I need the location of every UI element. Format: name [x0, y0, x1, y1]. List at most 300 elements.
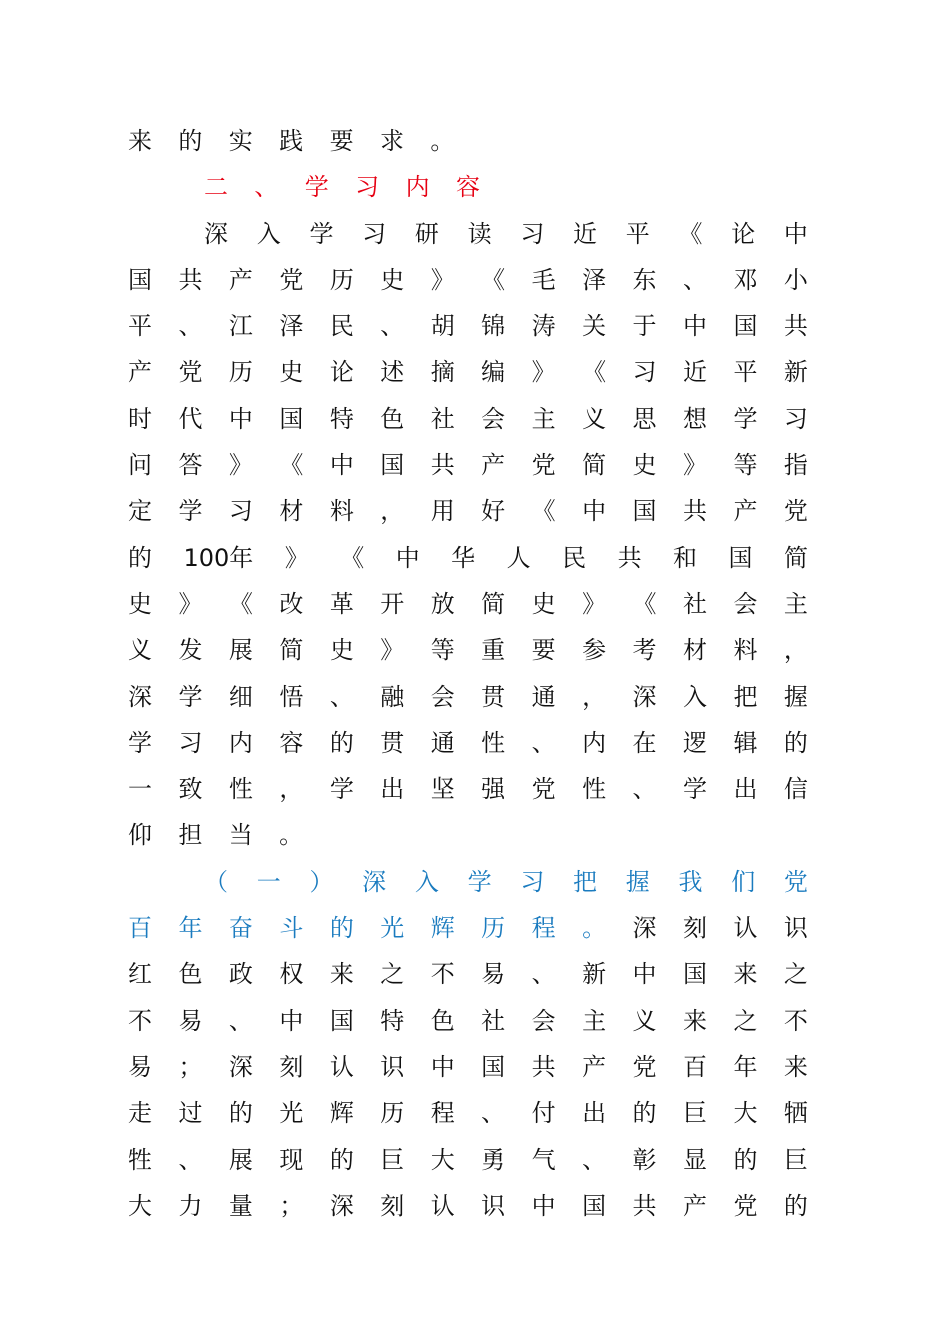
glyph: 认: [733, 914, 758, 943]
glyph: 的: [128, 543, 152, 572]
text-line: [128, 488, 808, 534]
text-line: [128, 812, 808, 858]
glyph: 当: [228, 821, 253, 850]
glyph: 、: [632, 775, 657, 804]
glyph: 国: [481, 1052, 506, 1081]
glyph: 学: [128, 728, 152, 757]
glyph: 逻: [682, 728, 707, 757]
glyph: 的: [329, 728, 354, 757]
glyph: 习: [520, 219, 545, 248]
glyph: 的: [178, 127, 203, 155]
glyph: 学: [309, 219, 334, 248]
glyph: 辉: [329, 1099, 354, 1128]
glyph: 巨: [380, 1145, 405, 1174]
glyph: 党: [733, 1191, 758, 1220]
glyph: 信: [783, 775, 808, 804]
glyph: 思: [632, 404, 657, 433]
glyph: 共: [632, 1191, 657, 1220]
glyph: 强: [481, 775, 506, 804]
glyph: 色: [430, 1006, 455, 1035]
glyph: 力: [178, 1191, 203, 1220]
glyph: 涛: [531, 312, 556, 341]
glyph: 党: [178, 358, 203, 387]
glyph: 国: [329, 1006, 354, 1035]
glyph: 中: [228, 404, 253, 433]
glyph: 史: [632, 451, 657, 480]
glyph: 走: [128, 1099, 152, 1128]
glyph: 社: [430, 404, 455, 433]
glyph: 求: [379, 127, 404, 155]
glyph: 》: [582, 589, 607, 618]
glyph: 料: [733, 636, 758, 665]
glyph: 义: [582, 404, 607, 433]
glyph: 平: [128, 312, 152, 341]
glyph: 识: [783, 914, 808, 943]
glyph: 新: [783, 358, 808, 387]
glyph: 色: [178, 960, 203, 989]
glyph: 入: [682, 682, 707, 711]
glyph: 勇: [481, 1145, 506, 1174]
glyph: 践: [279, 127, 304, 155]
glyph: 牺: [783, 1099, 808, 1128]
glyph: 》: [178, 589, 203, 618]
glyph: 付: [531, 1099, 556, 1128]
glyph: 代: [178, 404, 203, 433]
glyph: 奋: [228, 914, 253, 943]
glyph: 义: [632, 1006, 657, 1035]
glyph: 来: [128, 127, 152, 155]
glyph: 学: [682, 775, 707, 804]
glyph: 斗: [279, 914, 304, 943]
glyph: 会: [430, 682, 455, 711]
glyph: 材: [682, 636, 707, 665]
glyph: 年: [733, 1052, 758, 1081]
glyph: 产: [682, 1191, 707, 1220]
glyph: 胡: [430, 312, 455, 341]
glyph: 《: [531, 497, 556, 526]
glyph: 社: [682, 589, 707, 618]
glyph: 党: [531, 451, 556, 480]
glyph: 深: [204, 219, 228, 248]
glyph: 共: [617, 543, 642, 572]
glyph: 摘: [430, 358, 455, 387]
glyph: 平: [625, 219, 650, 248]
glyph: 国: [632, 497, 657, 526]
glyph: 入: [256, 219, 281, 248]
glyph: 关: [582, 312, 607, 341]
glyph: 材: [279, 497, 304, 526]
glyph: 》: [284, 543, 309, 572]
glyph: 之: [380, 960, 405, 989]
glyph: 学: [733, 404, 758, 433]
glyph: 贯: [380, 728, 405, 757]
glyph: 社: [481, 1006, 506, 1035]
glyph: 中: [279, 1006, 304, 1035]
glyph: 巨: [682, 1099, 707, 1128]
glyph: 近: [682, 358, 707, 387]
glyph: 历: [228, 358, 253, 387]
glyph: 深: [228, 1052, 253, 1081]
glyph: 用: [430, 497, 455, 526]
glyph: 邓: [733, 265, 758, 294]
glyph: 把: [573, 867, 598, 896]
glyph: 中: [783, 219, 808, 248]
glyph: 百: [682, 1052, 707, 1081]
glyph: 程: [531, 914, 556, 943]
glyph: 辑: [733, 728, 758, 757]
glyph: 习: [178, 728, 203, 757]
glyph: 》: [380, 636, 405, 665]
glyph: 国: [279, 404, 304, 433]
glyph: 、: [329, 682, 354, 711]
glyph: 刻: [682, 914, 707, 943]
glyph: 性: [228, 775, 253, 804]
glyph: 100年: [183, 543, 254, 572]
glyph: 中: [531, 1191, 556, 1220]
glyph: 《: [582, 358, 607, 387]
glyph: 国: [728, 543, 753, 572]
glyph: ；: [178, 1052, 203, 1081]
glyph: 产: [733, 497, 758, 526]
glyph: 共: [682, 497, 707, 526]
glyph: 史: [531, 589, 556, 618]
glyph: 论: [329, 358, 354, 387]
glyph: 不: [783, 1006, 808, 1035]
glyph: 百: [128, 914, 152, 943]
glyph: 、: [254, 173, 279, 202]
glyph: 大: [430, 1145, 455, 1174]
glyph: 民: [329, 312, 354, 341]
document-body: [128, 118, 808, 1229]
text-line: [128, 951, 808, 997]
glyph: 重: [481, 636, 506, 665]
glyph: 过: [178, 1099, 203, 1128]
glyph: 想: [682, 404, 707, 433]
glyph: ，: [582, 682, 607, 711]
glyph: 习: [228, 497, 253, 526]
glyph: 大: [733, 1099, 758, 1128]
glyph: 简: [783, 543, 808, 572]
glyph: 一: [256, 867, 281, 896]
glyph: 主: [783, 589, 808, 618]
text-line: [128, 535, 808, 581]
glyph: ）: [309, 867, 334, 896]
text-line: [128, 1137, 808, 1183]
text-line: [128, 1044, 808, 1090]
glyph: 学: [467, 867, 492, 896]
glyph: 易: [128, 1052, 152, 1081]
glyph: ，: [380, 497, 405, 526]
text-line: [128, 1183, 808, 1229]
glyph: 党: [632, 1052, 657, 1081]
glyph: 问: [128, 451, 152, 480]
glyph: 、: [380, 312, 405, 341]
glyph: 主: [531, 404, 556, 433]
glyph: 新: [582, 960, 607, 989]
glyph: 握: [625, 867, 650, 896]
glyph: 泽: [279, 312, 304, 341]
glyph: 深: [128, 682, 152, 711]
glyph: 国: [582, 1191, 607, 1220]
glyph: 光: [380, 914, 405, 943]
glyph: 实: [228, 127, 253, 155]
glyph: 历: [329, 265, 354, 294]
glyph: 大: [128, 1191, 152, 1220]
glyph: 简: [279, 636, 304, 665]
glyph: 、: [582, 1145, 607, 1174]
glyph: 、: [531, 960, 556, 989]
glyph: 不: [430, 960, 455, 989]
glyph: 仰: [128, 821, 152, 850]
glyph: 权: [279, 960, 304, 989]
glyph: 贯: [481, 682, 506, 711]
glyph: 习: [355, 173, 380, 202]
glyph: 、: [178, 312, 203, 341]
glyph: 共: [430, 451, 455, 480]
glyph: 我: [678, 867, 703, 896]
glyph: 、: [228, 1006, 253, 1035]
glyph: 产: [582, 1052, 607, 1081]
glyph: 于: [632, 312, 657, 341]
glyph: 红: [128, 960, 152, 989]
glyph: 共: [783, 312, 808, 341]
glyph: 研: [414, 219, 439, 248]
glyph: 的: [783, 728, 808, 757]
glyph: 担: [178, 821, 203, 850]
glyph: 党: [783, 867, 808, 896]
glyph: 和: [673, 543, 698, 572]
glyph: 的: [733, 1145, 758, 1174]
glyph: 牲: [128, 1145, 152, 1174]
glyph: 民: [562, 543, 587, 572]
glyph: 展: [228, 1145, 253, 1174]
glyph: 性: [582, 775, 607, 804]
glyph: ，: [279, 775, 304, 804]
glyph: 述: [380, 358, 405, 387]
glyph: 内: [582, 728, 607, 757]
glyph: 参: [582, 636, 607, 665]
glyph: 握: [783, 682, 808, 711]
glyph: 易: [481, 960, 506, 989]
text-line: [128, 211, 808, 257]
glyph: 《: [340, 543, 365, 572]
glyph: 改: [279, 589, 304, 618]
glyph: 》: [531, 358, 556, 387]
glyph: 展: [228, 636, 253, 665]
glyph: 等: [733, 451, 758, 480]
glyph: 内: [405, 173, 430, 202]
glyph: 入: [414, 867, 439, 896]
glyph: 深: [632, 682, 657, 711]
glyph: 来: [329, 960, 354, 989]
glyph: 国: [682, 960, 707, 989]
glyph: 学: [178, 497, 203, 526]
glyph: 学: [329, 775, 354, 804]
glyph: 不: [128, 1006, 152, 1035]
glyph: 致: [178, 775, 203, 804]
glyph: 放: [430, 589, 455, 618]
glyph: 《: [632, 589, 657, 618]
glyph: 容: [279, 728, 304, 757]
glyph: 细: [228, 682, 253, 711]
glyph: 答: [178, 451, 203, 480]
glyph: 容: [455, 173, 480, 202]
glyph: 东: [632, 265, 657, 294]
glyph: 中: [395, 543, 420, 572]
glyph: 锦: [481, 312, 506, 341]
glyph: 的: [329, 914, 354, 943]
glyph: 读: [467, 219, 492, 248]
glyph: 习: [362, 219, 387, 248]
glyph: 近: [573, 219, 598, 248]
text-line: [128, 257, 808, 303]
glyph: 坚: [430, 775, 455, 804]
glyph: 中: [632, 960, 657, 989]
glyph: 、: [682, 265, 707, 294]
glyph: 共: [178, 265, 203, 294]
glyph: 深: [632, 914, 657, 943]
glyph: 史: [380, 265, 405, 294]
glyph: 党: [279, 265, 304, 294]
glyph: ，: [783, 636, 808, 665]
glyph: 开: [380, 589, 405, 618]
glyph: 人: [506, 543, 531, 572]
glyph: 程: [430, 1099, 455, 1128]
glyph: 光: [279, 1099, 304, 1128]
text-line: [128, 118, 808, 164]
glyph: 认: [329, 1052, 354, 1081]
glyph: 中: [430, 1052, 455, 1081]
glyph: 。: [279, 821, 304, 850]
glyph: 量: [228, 1191, 253, 1220]
glyph: 习: [520, 867, 545, 896]
glyph: 主: [582, 1006, 607, 1035]
glyph: 来: [733, 960, 758, 989]
glyph: 的: [228, 1099, 253, 1128]
glyph: 党: [531, 775, 556, 804]
glyph: 的: [329, 1145, 354, 1174]
glyph: ；: [279, 1191, 304, 1220]
glyph: 深: [329, 1191, 354, 1220]
glyph: 史: [329, 636, 354, 665]
text-line: [128, 349, 808, 395]
glyph: 国: [128, 265, 152, 294]
glyph: 历: [380, 1099, 405, 1128]
glyph: 考: [632, 636, 657, 665]
glyph: 习: [783, 404, 808, 433]
glyph: 彰: [632, 1145, 657, 1174]
glyph: 指: [783, 451, 808, 480]
glyph: 的: [783, 1191, 808, 1220]
glyph: 《: [481, 265, 506, 294]
glyph: 出: [380, 775, 405, 804]
glyph: 之: [783, 960, 808, 989]
glyph: 发: [178, 636, 203, 665]
glyph: 一: [128, 775, 152, 804]
glyph: 。: [582, 914, 607, 943]
glyph: 时: [128, 404, 152, 433]
glyph: 性: [481, 728, 506, 757]
text-line: [128, 905, 808, 951]
text-line: [128, 998, 808, 1044]
text-line: [128, 303, 808, 349]
glyph: 国: [733, 312, 758, 341]
glyph: 江: [228, 312, 253, 341]
glyph: 刻: [279, 1052, 304, 1081]
glyph: 认: [430, 1191, 455, 1220]
glyph: 来: [682, 1006, 707, 1035]
glyph: 历: [481, 914, 506, 943]
text-line: [128, 627, 808, 673]
glyph: 论: [731, 219, 756, 248]
glyph: 义: [128, 636, 152, 665]
glyph: 》: [430, 265, 455, 294]
text-line: [128, 164, 808, 210]
glyph: 、: [531, 728, 556, 757]
glyph: 要: [329, 127, 354, 155]
glyph: 特: [329, 404, 354, 433]
glyph: 会: [531, 1006, 556, 1035]
glyph: 通: [531, 682, 556, 711]
glyph: 毛: [531, 265, 556, 294]
glyph: 把: [733, 682, 758, 711]
glyph: 二: [204, 173, 228, 202]
glyph: 产: [481, 451, 506, 480]
text-line: [128, 396, 808, 442]
glyph: 、: [481, 1099, 506, 1128]
glyph: 《: [228, 589, 253, 618]
glyph: 小: [783, 265, 808, 294]
glyph: 色: [380, 404, 405, 433]
text-line: [128, 720, 808, 766]
text-line: [128, 859, 808, 905]
glyph: 巨: [783, 1145, 808, 1174]
glyph: 平: [733, 358, 758, 387]
glyph: 学: [178, 682, 203, 711]
glyph: 辉: [430, 914, 455, 943]
glyph: 中: [682, 312, 707, 341]
glyph: 特: [380, 1006, 405, 1035]
glyph: 简: [582, 451, 607, 480]
glyph: 简: [481, 589, 506, 618]
glyph: 通: [430, 728, 455, 757]
glyph: 的: [632, 1099, 657, 1128]
glyph: （: [204, 867, 228, 896]
glyph: 们: [731, 867, 756, 896]
glyph: 年: [178, 914, 203, 943]
glyph: 、: [178, 1145, 203, 1174]
text-line: [128, 1090, 808, 1136]
glyph: 要: [531, 636, 556, 665]
glyph: 融: [380, 682, 405, 711]
glyph: 中: [582, 497, 607, 526]
text-line: [128, 674, 808, 720]
glyph: 料: [329, 497, 354, 526]
glyph: 政: [228, 960, 253, 989]
glyph: 产: [228, 265, 253, 294]
glyph: 产: [128, 358, 152, 387]
glyph: 好: [481, 497, 506, 526]
glyph: 刻: [380, 1191, 405, 1220]
glyph: 悟: [279, 682, 304, 711]
glyph: 在: [632, 728, 657, 757]
text-line: [128, 442, 808, 488]
glyph: 现: [279, 1145, 304, 1174]
text-line: [128, 581, 808, 627]
glyph: 定: [128, 497, 152, 526]
glyph: 编: [481, 358, 506, 387]
glyph: 来: [783, 1052, 808, 1081]
